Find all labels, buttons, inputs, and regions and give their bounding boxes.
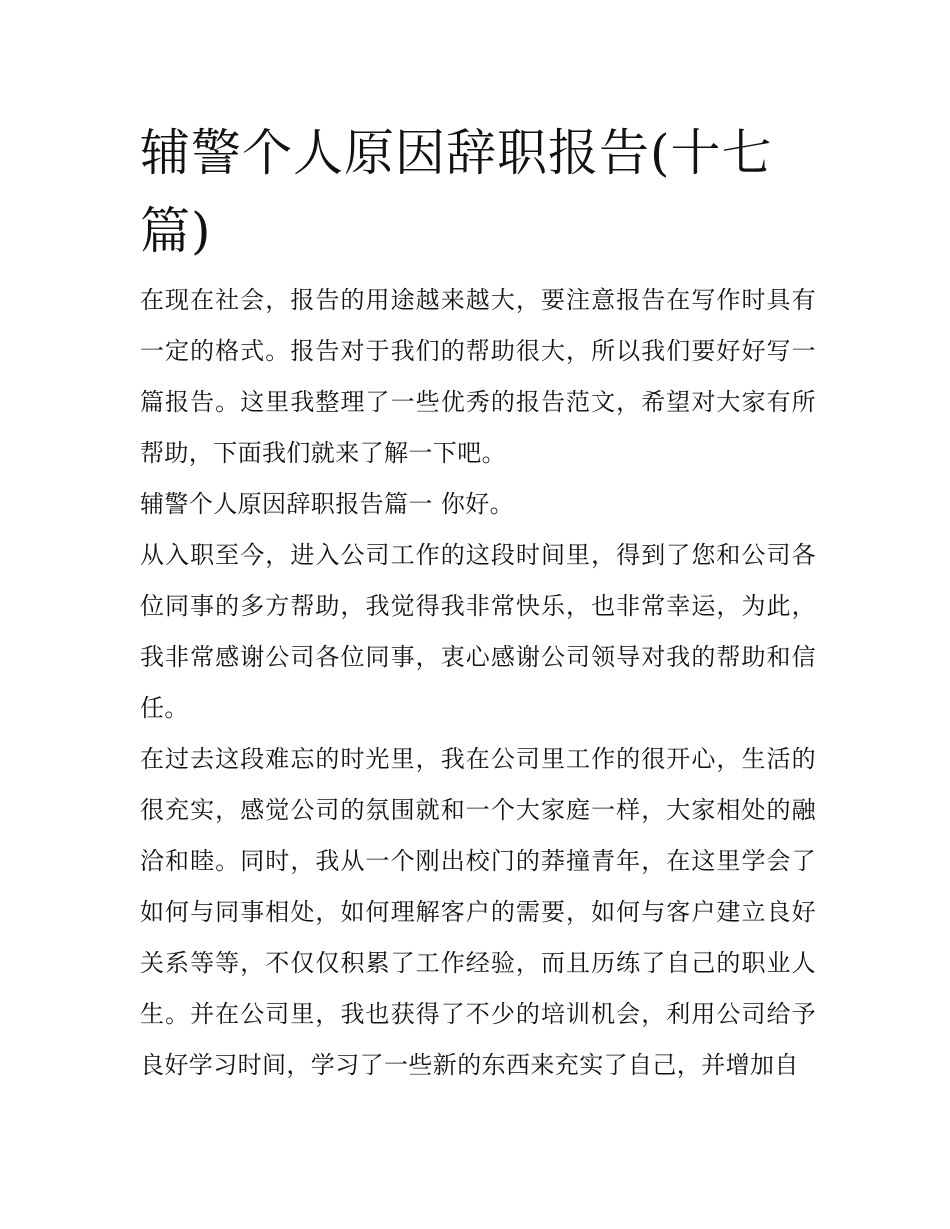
paragraph-intro: 在现在社会，报告的用途越来越大，要注意报告在写作时具有一定的格式。报告对于我们的帮助很大，所以我们要好好写一篇报告。这里我整理了一些优秀的报告范文，希望对大家有所帮助，下面我们就来了解一下吧。 — [140, 286, 816, 467]
document-title: 辅警个人原因辞职报告(十七篇) — [140, 124, 773, 260]
paragraph-experience: 在过去这段难忘的时光里，我在公司里工作的很开心，生活的很充实，感觉公司的氛围就和一个大家庭一样，大家相处的融洽和睦。同时，我从一个刚出校门的莽撞青年，在这里学会了如何与同事相处，如何理解客户的需要，如何与客户建立良好关系等等，不仅仅积累了工作经验，而且历练了自己的职业人生。并在公司里，我也获得了不少的培训机会，利用公司给予良好学习时间，学习了一些新的东西来充实了自己，并增加自 — [140, 745, 816, 1079]
paragraph-thanks: 从入职至今，进入公司工作的这段时间里，得到了您和公司各位同事的多方帮助，我觉得我非常快乐，也非常幸运，为此，我非常感谢公司各位同事，衷心感谢公司领导对我的帮助和信任。 — [140, 541, 816, 722]
paragraph-section-heading: 辅警个人原因辞职报告篇一 你好。 — [140, 490, 515, 518]
document-body — [140, 275, 816, 1091]
